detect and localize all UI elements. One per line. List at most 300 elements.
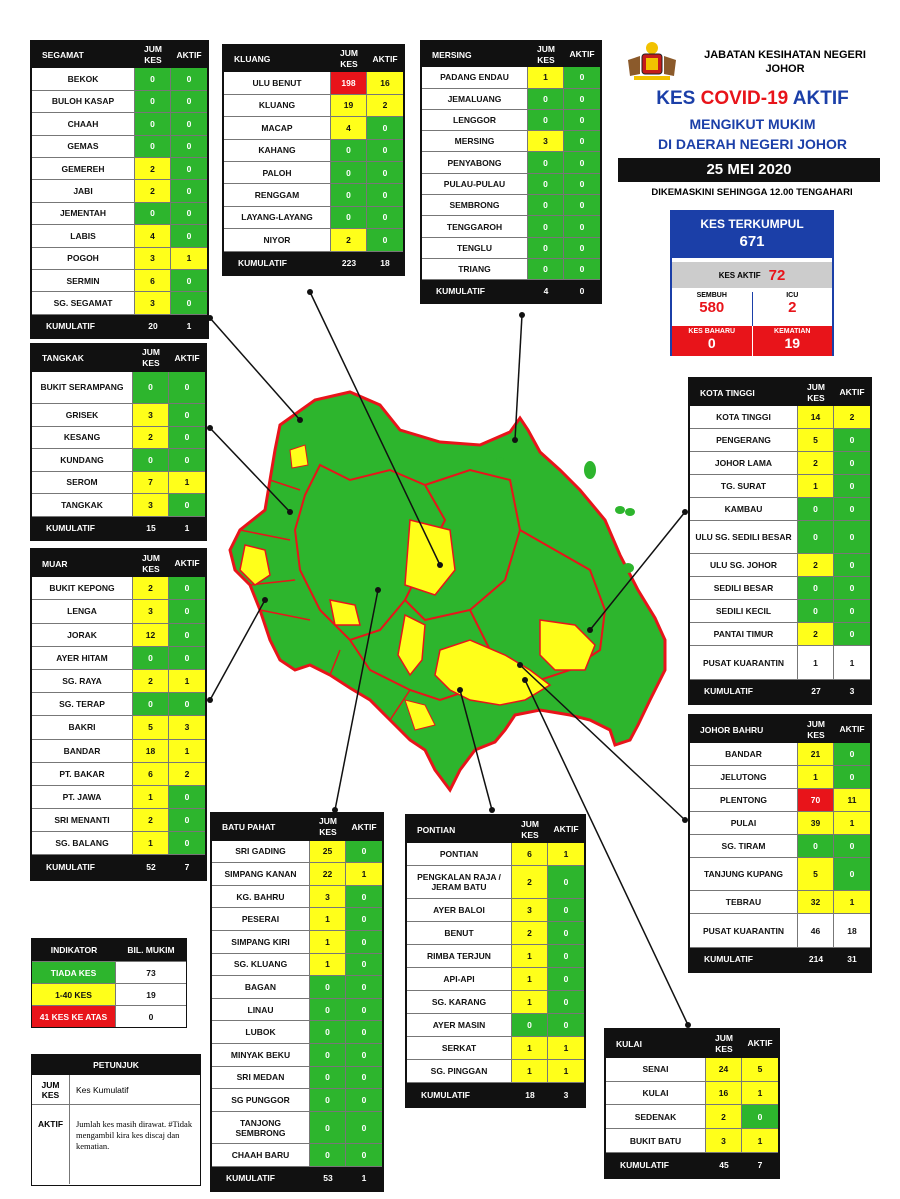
aktif-cell: 0 <box>171 136 207 157</box>
aktif-cell: 0 <box>346 1067 382 1089</box>
aktif-cell: 0 <box>834 743 870 765</box>
table-row <box>32 91 207 113</box>
district-name: MUAR <box>42 558 68 569</box>
table-row <box>690 835 870 858</box>
jum-kes-cell: 0 <box>133 693 169 715</box>
aktif-cell: 0 <box>834 554 870 576</box>
jum-kes-cell: 0 <box>310 1089 346 1111</box>
table-header <box>690 379 870 406</box>
mukim-name: PANTAI TIMUR <box>690 623 798 645</box>
table-row <box>690 623 870 646</box>
subtitle-1: MENGIKUT MUKIM <box>689 116 816 132</box>
mukim-name: LABIS <box>32 225 135 246</box>
jum-kes-cell: 2 <box>706 1105 742 1128</box>
aktif-cell: 11 <box>834 789 870 811</box>
aktif-cell: 0 <box>346 1144 382 1166</box>
jum-kes-cell: 0 <box>512 1014 548 1036</box>
page-title <box>610 88 895 110</box>
jum-kes-cell: 1 <box>310 908 346 930</box>
col-jum-header: JUM KES <box>521 818 539 840</box>
indicator-count: 19 <box>116 984 186 1005</box>
jum-kes-cell: 1 <box>512 991 548 1013</box>
mukim-name: LUBOK <box>212 1021 310 1043</box>
jum-kes-cell: 0 <box>135 136 171 157</box>
mukim-name: BENUT <box>407 922 512 944</box>
aktif-cell: 3 <box>169 716 205 738</box>
col-aktif-header: AKTIF <box>372 53 398 64</box>
table-row <box>690 554 870 577</box>
summary-box <box>670 210 834 356</box>
aktif-cell: 1 <box>742 1082 778 1105</box>
table-row <box>407 866 584 899</box>
district-name: MERSING <box>432 49 472 60</box>
title-part2: COVID-19 <box>700 88 789 109</box>
aktif-cell: 0 <box>169 427 205 449</box>
mukim-name: TRIANG <box>422 259 528 279</box>
aktif-cell: 1 <box>169 472 205 494</box>
indicator-row <box>32 1005 186 1027</box>
col-aktif-header: AKTIF <box>553 824 579 834</box>
mukim-name: SRI MENANTI <box>32 809 133 831</box>
aktif-cell: 0 <box>367 162 403 183</box>
table-row <box>422 259 600 280</box>
table-row <box>32 427 205 450</box>
aktif-cell: 0 <box>346 1044 382 1066</box>
aktif-cell: 0 <box>346 886 382 908</box>
aktif-cell: 0 <box>834 452 870 474</box>
table-row <box>407 899 584 922</box>
legend-jum-desc: Kes Kumulatif <box>76 1084 129 1095</box>
aktif-cell: 0 <box>367 140 403 161</box>
table-row <box>212 1089 382 1112</box>
kumulatif-active: 3 <box>563 1089 569 1100</box>
kumulatif-active: 3 <box>849 686 855 697</box>
table-row <box>422 216 600 237</box>
indicator-header-label: INDIKATOR <box>50 945 98 955</box>
district-name: KLUANG <box>234 54 271 65</box>
table-row <box>32 624 205 647</box>
mukim-name: PULAI <box>690 812 798 834</box>
date-banner: 25 MEI 2020 <box>618 158 880 182</box>
table-row <box>32 809 205 832</box>
recovered-panel <box>672 292 753 326</box>
jum-kes-cell: 6 <box>135 270 171 291</box>
indicator-count: 0 <box>116 1006 186 1027</box>
aktif-cell: 1 <box>169 670 205 692</box>
mukim-name: SEDILI KECIL <box>690 600 798 622</box>
table-johorbahru <box>688 714 872 973</box>
icu-value: 2 <box>788 299 797 316</box>
aktif-cell: 0 <box>346 1021 382 1043</box>
table-row <box>690 577 870 600</box>
jum-kes-cell: 2 <box>133 670 169 692</box>
legend-box <box>31 1054 201 1186</box>
aktif-cell: 2 <box>169 763 205 785</box>
aktif-cell: 18 <box>834 914 870 946</box>
kumulatif-label: KUMULATIF <box>436 285 485 296</box>
recovered-icu-row <box>672 292 832 326</box>
jum-kes-cell: 0 <box>135 68 171 89</box>
kumulatif-label: KUMULATIF <box>46 320 95 331</box>
jum-kes-cell: 3 <box>512 899 548 921</box>
mukim-name: SERKAT <box>407 1037 512 1059</box>
table-row <box>32 136 207 158</box>
mukim-name: KULAI <box>606 1082 706 1105</box>
table-row <box>422 110 600 131</box>
mukim-name: SEROM <box>32 472 133 494</box>
table-row <box>690 766 870 789</box>
kumulatif-label: KUMULATIF <box>238 257 287 268</box>
kumulatif-label: KUMULATIF <box>46 862 95 873</box>
mukim-name: PUSAT KUARANTIN <box>690 914 798 946</box>
crest-icon <box>624 40 680 82</box>
aktif-cell: 1 <box>548 843 584 865</box>
indicator-row <box>32 961 186 983</box>
aktif-cell: 0 <box>564 216 600 236</box>
col-jum-header: JUM KES <box>807 381 825 403</box>
mukim-name: KG. BAHRU <box>212 886 310 908</box>
table-row <box>224 184 403 206</box>
jum-kes-cell: 1 <box>512 945 548 967</box>
mukim-name: KAMBAU <box>690 498 798 520</box>
mukim-name: LINAU <box>212 999 310 1021</box>
table-header <box>32 345 205 372</box>
aktif-cell: 0 <box>834 835 870 857</box>
mukim-name: SG PUNGGOR <box>212 1089 310 1111</box>
aktif-cell: 0 <box>564 259 600 279</box>
table-row <box>690 646 870 679</box>
mukim-name: SERMIN <box>32 270 135 291</box>
deaths-label: KEMATIAN <box>774 328 811 335</box>
jum-kes-cell: 2 <box>133 427 169 449</box>
aktif-cell: 0 <box>548 991 584 1013</box>
collected-label: KES TERKUMPUL <box>700 217 804 231</box>
table-pontian <box>405 814 586 1108</box>
indicator-label: 41 KES KE ATAS <box>32 1006 116 1027</box>
aktif-cell: 1 <box>346 863 382 885</box>
col-aktif-header: AKTIF <box>839 724 865 734</box>
table-row <box>32 763 205 786</box>
table-row <box>212 999 382 1022</box>
aktif-cell: 5 <box>742 1058 778 1081</box>
mukim-name: JOHOR LAMA <box>690 452 798 474</box>
mukim-name: JELUTONG <box>690 766 798 788</box>
col-aktif-header: AKTIF <box>351 821 377 832</box>
jum-kes-cell: 0 <box>135 113 171 134</box>
aktif-cell: 0 <box>171 158 207 179</box>
legend-aktif-desc: Jumlah kes masih dirawat. #Tidak mengambil kira kes discaj dan kematian. <box>76 1119 193 1151</box>
kumulatif-total: 45 <box>719 1159 729 1170</box>
col-aktif-header: AKTIF <box>176 49 202 60</box>
table-row <box>32 832 205 855</box>
aktif-cell: 0 <box>834 766 870 788</box>
indicator-header-count: BIL. MUKIM <box>127 945 175 955</box>
jum-kes-cell: 1 <box>798 646 834 678</box>
jum-kes-cell: 2 <box>135 158 171 179</box>
kumulatif-active: 7 <box>757 1159 763 1170</box>
jum-kes-cell: 3 <box>133 494 169 516</box>
table-row <box>407 1060 584 1083</box>
aktif-cell: 0 <box>169 577 205 599</box>
aktif-cell: 0 <box>367 229 403 250</box>
aktif-cell: 1 <box>548 1060 584 1082</box>
jum-kes-cell: 0 <box>528 152 564 172</box>
table-row <box>224 140 403 162</box>
kumulatif-total: 15 <box>146 522 156 533</box>
mukim-name: MACAP <box>224 117 331 138</box>
kumulatif-total: 4 <box>543 285 549 296</box>
legend-jum-label: JUM KES <box>32 1075 70 1104</box>
aktif-cell: 1 <box>171 248 207 269</box>
subtitle-2: DI DAERAH NEGERI JOHOR <box>657 136 848 152</box>
table-row <box>32 203 207 225</box>
mukim-name: TANJONG SEMBRONG <box>212 1112 310 1144</box>
aktif-cell: 0 <box>171 180 207 201</box>
table-footer <box>32 517 205 540</box>
table-row <box>32 693 205 716</box>
table-header <box>422 42 600 67</box>
aktif-cell: 16 <box>367 72 403 93</box>
indicator-label: 1-40 KES <box>32 984 116 1005</box>
jum-kes-cell: 0 <box>331 207 367 228</box>
aktif-cell: 1 <box>548 1037 584 1059</box>
mukim-name: AYER MASIN <box>407 1014 512 1036</box>
table-row <box>422 195 600 216</box>
aktif-cell: 0 <box>169 647 205 669</box>
mukim-name: PALOH <box>224 162 331 183</box>
table-row <box>32 740 205 763</box>
recovered-value: 580 <box>699 299 725 316</box>
mukim-name: BANDAR <box>690 743 798 765</box>
jum-kes-cell: 19 <box>331 95 367 116</box>
table-row <box>212 1021 382 1044</box>
table-row <box>212 954 382 977</box>
jum-kes-cell: 1 <box>310 954 346 976</box>
mukim-name: SENAI <box>606 1058 706 1081</box>
mukim-name: PULAU-PULAU <box>422 174 528 194</box>
table-row <box>212 863 382 886</box>
mukim-name: JORAK <box>32 624 133 646</box>
jum-kes-cell: 4 <box>331 117 367 138</box>
aktif-cell: 0 <box>564 67 600 87</box>
kumulatif-active: 1 <box>186 320 192 331</box>
table-kulai <box>604 1028 780 1179</box>
mukim-name: SIMPANG KIRI <box>212 931 310 953</box>
table-row <box>690 406 870 429</box>
table-row <box>32 180 207 202</box>
kumulatif-total: 27 <box>811 686 821 697</box>
table-row <box>224 95 403 117</box>
jum-kes-cell: 0 <box>310 976 346 998</box>
table-row <box>32 292 207 314</box>
table-row <box>422 238 600 259</box>
mukim-name: TANJUNG KUPANG <box>690 858 798 890</box>
col-aktif-header: AKTIF <box>174 558 200 569</box>
table-row <box>32 449 205 472</box>
col-jum-header: JUM KES <box>319 816 337 838</box>
table-row <box>212 1044 382 1067</box>
table-segamat <box>30 40 209 339</box>
mukim-name: PENGKALAN RAJA / JERAM BATU <box>407 866 512 898</box>
district-name: PONTIAN <box>417 824 456 835</box>
jum-kes-cell: 3 <box>706 1129 742 1152</box>
aktif-cell: 0 <box>169 372 205 404</box>
table-row <box>32 647 205 670</box>
mukim-name: ULU SG. JOHOR <box>690 554 798 576</box>
jum-kes-cell: 2 <box>331 229 367 250</box>
aktif-cell: 0 <box>169 494 205 516</box>
mukim-name: JEMALUANG <box>422 89 528 109</box>
table-muar <box>30 548 207 881</box>
mukim-name: LENGGOR <box>422 110 528 130</box>
jum-kes-cell: 2 <box>133 577 169 599</box>
kumulatif-active: 0 <box>579 285 585 296</box>
aktif-cell: 0 <box>346 908 382 930</box>
mukim-name: SEMBRONG <box>422 195 528 215</box>
mukim-name: BUKIT BATU <box>606 1129 706 1152</box>
jum-kes-cell: 3 <box>310 886 346 908</box>
jum-kes-cell: 3 <box>133 404 169 426</box>
mukim-name: AYER BALOI <box>407 899 512 921</box>
col-jum-header: JUM KES <box>142 347 160 369</box>
aktif-cell: 0 <box>548 1014 584 1036</box>
jum-kes-cell: 0 <box>798 835 834 857</box>
district-name: BATU PAHAT <box>222 822 276 833</box>
mukim-name: SRI GADING <box>212 841 310 863</box>
aktif-cell: 0 <box>171 113 207 134</box>
col-jum-header: JUM KES <box>144 44 162 66</box>
jum-kes-cell: 0 <box>133 372 169 404</box>
mukim-name: PESERAI <box>212 908 310 930</box>
col-jum-header: JUM KES <box>142 552 160 574</box>
aktif-cell: 0 <box>834 858 870 890</box>
table-row <box>32 670 205 693</box>
jum-kes-cell: 0 <box>310 1044 346 1066</box>
indicator-count: 73 <box>116 962 186 983</box>
jum-kes-cell: 0 <box>528 259 564 279</box>
table-row <box>212 886 382 909</box>
table-mersing <box>420 40 602 304</box>
jum-kes-cell: 1 <box>133 832 169 854</box>
table-row <box>212 931 382 954</box>
mukim-name: KAHANG <box>224 140 331 161</box>
table-row <box>690 429 870 452</box>
district-name: KULAI <box>616 1038 642 1049</box>
table-row <box>32 786 205 809</box>
jum-kes-cell: 5 <box>798 858 834 890</box>
jum-kes-cell: 1 <box>798 475 834 497</box>
new-death-row <box>672 326 832 356</box>
legend-jum-row <box>32 1075 200 1105</box>
table-row <box>32 372 205 405</box>
table-row <box>32 577 205 600</box>
mukim-name: PT. JAWA <box>32 786 133 808</box>
updated-note: DIKEMASKINI SEHINGGA 12.00 TENGAHARI <box>651 187 853 198</box>
aktif-cell: 0 <box>548 922 584 944</box>
indicator-row <box>32 983 186 1005</box>
jum-kes-cell: 198 <box>331 72 367 93</box>
aktif-cell: 0 <box>169 693 205 715</box>
collected-panel <box>672 212 832 258</box>
jum-kes-cell: 21 <box>798 743 834 765</box>
jum-kes-cell: 1 <box>528 67 564 87</box>
table-footer <box>224 252 403 274</box>
table-footer <box>32 855 205 878</box>
table-row <box>422 67 600 88</box>
icu-panel <box>753 292 833 326</box>
aktif-cell: 0 <box>171 225 207 246</box>
aktif-cell: 0 <box>346 1089 382 1111</box>
jum-kes-cell: 2 <box>798 623 834 645</box>
mukim-name: BUKIT SERAMPANG <box>32 372 133 404</box>
mukim-name: PUSAT KUARANTIN <box>690 646 798 678</box>
table-header <box>690 716 870 743</box>
table-row <box>606 1058 778 1082</box>
jum-kes-cell: 6 <box>133 763 169 785</box>
aktif-cell: 0 <box>346 841 382 863</box>
aktif-cell: 0 <box>169 786 205 808</box>
kumulatif-label: KUMULATIF <box>421 1089 470 1100</box>
kumulatif-total: 18 <box>525 1089 535 1100</box>
table-footer <box>690 948 870 971</box>
mukim-name: SG. TERAP <box>32 693 133 715</box>
table-row <box>212 976 382 999</box>
aktif-cell: 0 <box>548 968 584 990</box>
aktif-cell: 0 <box>564 195 600 215</box>
mukim-name: TENGLU <box>422 238 528 258</box>
mukim-name: SG. KARANG <box>407 991 512 1013</box>
active-label: KES AKTIF <box>718 270 761 280</box>
mukim-name: API-API <box>407 968 512 990</box>
table-row <box>212 1112 382 1145</box>
mukim-name: SG. SEGAMAT <box>32 292 135 313</box>
mukim-name: BANDAR <box>32 740 133 762</box>
mukim-name: SEDILI BESAR <box>690 577 798 599</box>
aktif-cell: 1 <box>742 1129 778 1152</box>
aktif-cell: 2 <box>367 95 403 116</box>
jum-kes-cell: 0 <box>133 647 169 669</box>
jum-kes-cell: 2 <box>135 180 171 201</box>
mukim-name: JABI <box>32 180 135 201</box>
jum-kes-cell: 0 <box>528 216 564 236</box>
aktif-cell: 0 <box>548 899 584 921</box>
table-row <box>32 113 207 135</box>
mukim-name: TG. SURAT <box>690 475 798 497</box>
mukim-name: GEMEREH <box>32 158 135 179</box>
kumulatif-total: 20 <box>148 320 158 331</box>
mukim-name: TENGGAROH <box>422 216 528 236</box>
table-footer <box>422 280 600 301</box>
legend-aktif-row <box>32 1105 200 1184</box>
col-jum-header: JUM KES <box>340 48 358 70</box>
mukim-name: ULU BENUT <box>224 72 331 93</box>
district-name: TANGKAK <box>42 353 84 364</box>
mukim-name: SG. KLUANG <box>212 954 310 976</box>
jum-kes-cell: 2 <box>133 809 169 831</box>
mukim-name: MINYAK BEKU <box>212 1044 310 1066</box>
recovered-label: SEMBUH <box>696 292 727 299</box>
aktif-cell: 1 <box>834 891 870 913</box>
kumulatif-label: KUMULATIF <box>46 522 95 533</box>
jum-kes-cell: 0 <box>798 498 834 520</box>
table-header <box>224 46 403 72</box>
kumulatif-label: KUMULATIF <box>704 954 753 965</box>
table-row <box>407 968 584 991</box>
table-kluang <box>222 44 405 276</box>
mukim-name: SG. BALANG <box>32 832 133 854</box>
table-row <box>690 600 870 623</box>
mukim-name: PLENTONG <box>690 789 798 811</box>
